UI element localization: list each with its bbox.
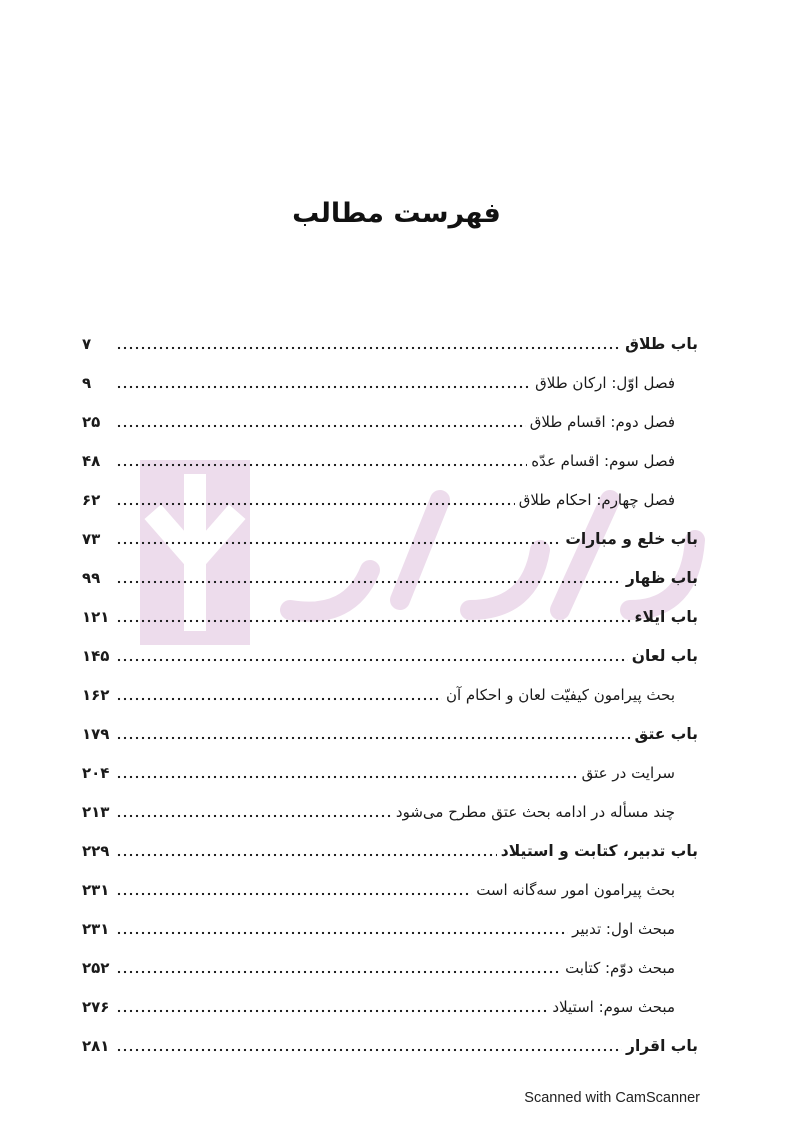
toc-page-number: ۲۳۱ <box>82 920 110 938</box>
toc-page-number: ۹۹ <box>82 569 101 587</box>
toc-page-number: ۲۷۶ <box>82 998 110 1016</box>
toc-entry-label: باب ایلاء <box>634 608 698 626</box>
dot-leader <box>116 378 531 390</box>
toc-page-number: ۶۲ <box>82 491 101 509</box>
toc-entry-label: بحث پیرامون کیفیّت لعان و احکام آن <box>445 686 675 704</box>
dot-leader <box>116 924 568 936</box>
toc-section-entry <box>0 793 793 823</box>
toc-section-entry <box>0 988 793 1018</box>
dot-leader <box>116 456 527 468</box>
scanner-footer: Scanned with CamScanner <box>524 1090 700 1106</box>
toc-page-number: ۲۵۲ <box>82 959 110 977</box>
toc-page-number: ۷ <box>82 335 92 353</box>
toc-page-number: ۴۸ <box>82 452 101 470</box>
dot-leader <box>116 417 526 429</box>
dot-leader <box>116 339 621 351</box>
toc-entry-label: فصل اوّل: ارکان طلاق <box>535 374 675 392</box>
toc-section-entry <box>0 676 793 706</box>
toc-page-number: ۱۴۵ <box>82 647 110 665</box>
toc-entry-label: باب طلاق <box>625 335 698 353</box>
toc-page-number: ۲۸۱ <box>82 1037 110 1055</box>
toc-entry-label: فصل چهارم: احکام طلاق <box>518 491 675 509</box>
toc-chapter-entry <box>0 1027 793 1057</box>
toc-entry-label: بحث پیرامون امور سه‌گانه است <box>476 881 675 899</box>
watermark-lettering <box>290 500 695 612</box>
toc-entry-label: مبحث سوم: استیلاد <box>552 998 675 1016</box>
toc-chapter-entry <box>0 832 793 862</box>
toc-chapter-entry <box>0 325 793 355</box>
toc-entry-label: باب تدبیر، کتابت و استیلاد <box>500 842 698 860</box>
dot-leader <box>116 534 561 546</box>
dot-leader <box>116 729 631 741</box>
dot-leader <box>116 1002 548 1014</box>
toc-section-entry <box>0 364 793 394</box>
toc-section-entry <box>0 910 793 940</box>
toc-chapter-entry <box>0 520 793 550</box>
toc-page-number: ۲۲۹ <box>82 842 110 860</box>
dot-leader <box>116 495 515 507</box>
toc-page-number: ۱۲۱ <box>82 608 110 626</box>
toc-entry-label: سرایت در عتق <box>581 764 675 782</box>
dot-leader <box>116 612 631 624</box>
toc-page-number: ۷۳ <box>82 530 101 548</box>
toc-entry-label: باب خلع و مبارات <box>565 530 698 548</box>
toc-entry-label: باب ظهار <box>625 569 698 587</box>
toc-entry-label: باب لعان <box>631 647 698 665</box>
toc-page-number: ۲۵ <box>82 413 101 431</box>
toc-page-number: ۲۰۴ <box>82 764 110 782</box>
toc-entry-label: فصل دوم: اقسام طلاق <box>529 413 675 431</box>
dot-leader <box>116 651 628 663</box>
toc-entry-label: مبحث دوّم: کتابت <box>565 959 675 977</box>
toc-section-entry <box>0 949 793 979</box>
toc-section-entry <box>0 403 793 433</box>
toc-chapter-entry <box>0 598 793 628</box>
toc-chapter-entry <box>0 715 793 745</box>
toc-entry-label: باب اقرار <box>626 1037 698 1055</box>
toc-section-entry <box>0 442 793 472</box>
toc-page-number: ۹ <box>82 374 92 392</box>
toc-page-number: ۲۱۳ <box>82 803 110 821</box>
dot-leader <box>116 1041 622 1053</box>
page-title: فهرست مطالب <box>292 198 501 229</box>
toc-entry-label: فصل سوم: اقسام عدّه <box>531 452 675 470</box>
toc-page-number: ۲۳۱ <box>82 881 110 899</box>
dot-leader <box>116 690 442 702</box>
toc-page-number: ۱۷۹ <box>82 725 110 743</box>
toc-section-entry <box>0 754 793 784</box>
dot-leader <box>116 963 561 975</box>
dot-leader <box>116 807 392 819</box>
dot-leader <box>116 768 578 780</box>
toc-section-entry <box>0 481 793 511</box>
dot-leader <box>116 573 622 585</box>
toc-entry-label: مبحث اول: تدبیر <box>572 920 675 938</box>
toc-chapter-entry <box>0 559 793 589</box>
toc-section-entry <box>0 871 793 901</box>
dot-leader <box>116 885 472 897</box>
toc-page-number: ۱۶۲ <box>82 686 110 704</box>
toc-entry-label: چند مسأله در ادامه بحث عتق مطرح می‌شود <box>395 803 675 821</box>
toc-entry-label: باب عتق <box>634 725 698 743</box>
toc-chapter-entry <box>0 637 793 667</box>
dot-leader <box>116 846 497 858</box>
